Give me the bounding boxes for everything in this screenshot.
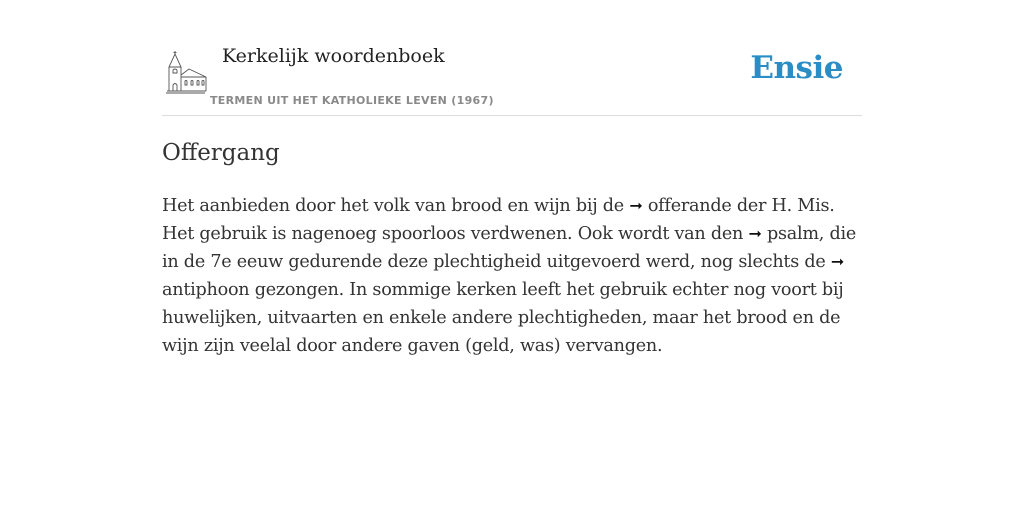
arrow-right-icon: ➞: [629, 196, 643, 215]
definition-text: gezongen. In sommige kerken leeft het gebruik echter nog voort bij huwelijken, uitvaarten en enkele andere plechtigheden, maar het brood en de wijn zijn veelal door andere gaven (geld, was) vervangen.: [162, 280, 844, 356]
page: [162, 0, 862, 356]
dictionary-title[interactable]: Kerkelijk woordenboek: [222, 45, 445, 67]
dictionary-header: [162, 0, 862, 116]
arrow-right-icon: ➞: [830, 252, 845, 271]
definition-text: . Het gebruik is nagenoeg spoorloos verdwenen. Ook wordt van den: [162, 196, 835, 244]
definition-text: Het aanbieden door het volk van brood en wijn bij de: [162, 196, 630, 216]
entry-definition: [162, 192, 867, 360]
entry-title: Offergang: [162, 140, 280, 166]
arrow-right-icon: ➞: [748, 224, 762, 243]
crossref-link-antiphoon[interactable]: antiphoon: [162, 280, 250, 300]
ensie-logo-link[interactable]: Ensie: [750, 50, 843, 86]
crossref-link-offerande[interactable]: offerande der H. Mis: [647, 196, 830, 216]
crossref-link-psalm[interactable]: psalm: [766, 224, 819, 244]
church-icon: [165, 49, 207, 95]
dictionary-subtitle: TERMEN UIT HET KATHOLIEKE LEVEN (1967): [210, 94, 494, 107]
definition-text: , die in de 7e eeuw gedurende deze plechtigheid uitgevoerd werd, nog slechts de: [162, 224, 857, 272]
